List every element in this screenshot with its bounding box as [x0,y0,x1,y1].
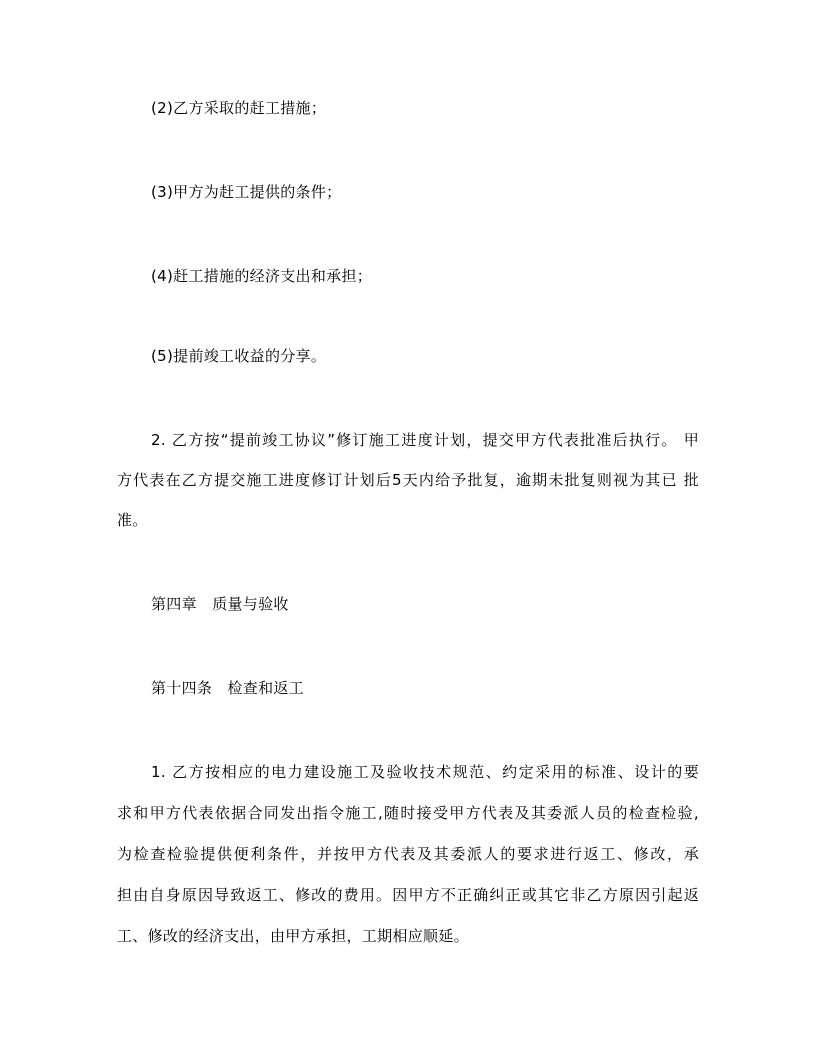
list-item-2: (2)乙方采取的赶工措施； [151,99,327,117]
article-heading: 第十四条 检查和返工 [151,679,305,697]
paragraph-1-line-1: 1. 乙方按相应的电力建设施工及验收技术规范、约定采用的标准、设计的要 [151,763,699,781]
paragraph-1-line-2: 求和甲方代表依据合同发出指令施工,随时接受甲方代表及其委派人员的检查检验, [117,804,699,822]
paragraph-1-line-5: 工、修改的经济支出，由甲方承担，工期相应顺延。 [117,927,469,945]
list-item-3: (3)甲方为赶工提供的条件； [151,183,342,201]
paragraph-2-line-1: 2. 乙方按“提前竣工协议”修订施工进度计划，提交甲方代表批准后执行。 甲 [151,431,699,449]
list-item-5: (5)提前竣工收益的分享。 [151,347,327,365]
paragraph-2-line-2: 方代表在乙方提交施工进度修订计划后5天内给予批复，逾期未批复则视为其已 批 [117,471,699,489]
paragraph-1-line-4: 担由自身原因导致返工、修改的费用。因甲方不正确纠正或其它非乙方原因引起返 [117,886,699,904]
list-item-4: (4)赶工措施的经济支出和承担； [151,267,373,285]
paragraph-2-line-3: 准。 [117,511,148,529]
chapter-heading: 第四章 质量与验收 [151,595,289,613]
paragraph-1-line-3: 为检查检验提供便利条件，并按甲方代表及其委派人的要求进行返工、修改，承 [117,845,699,863]
